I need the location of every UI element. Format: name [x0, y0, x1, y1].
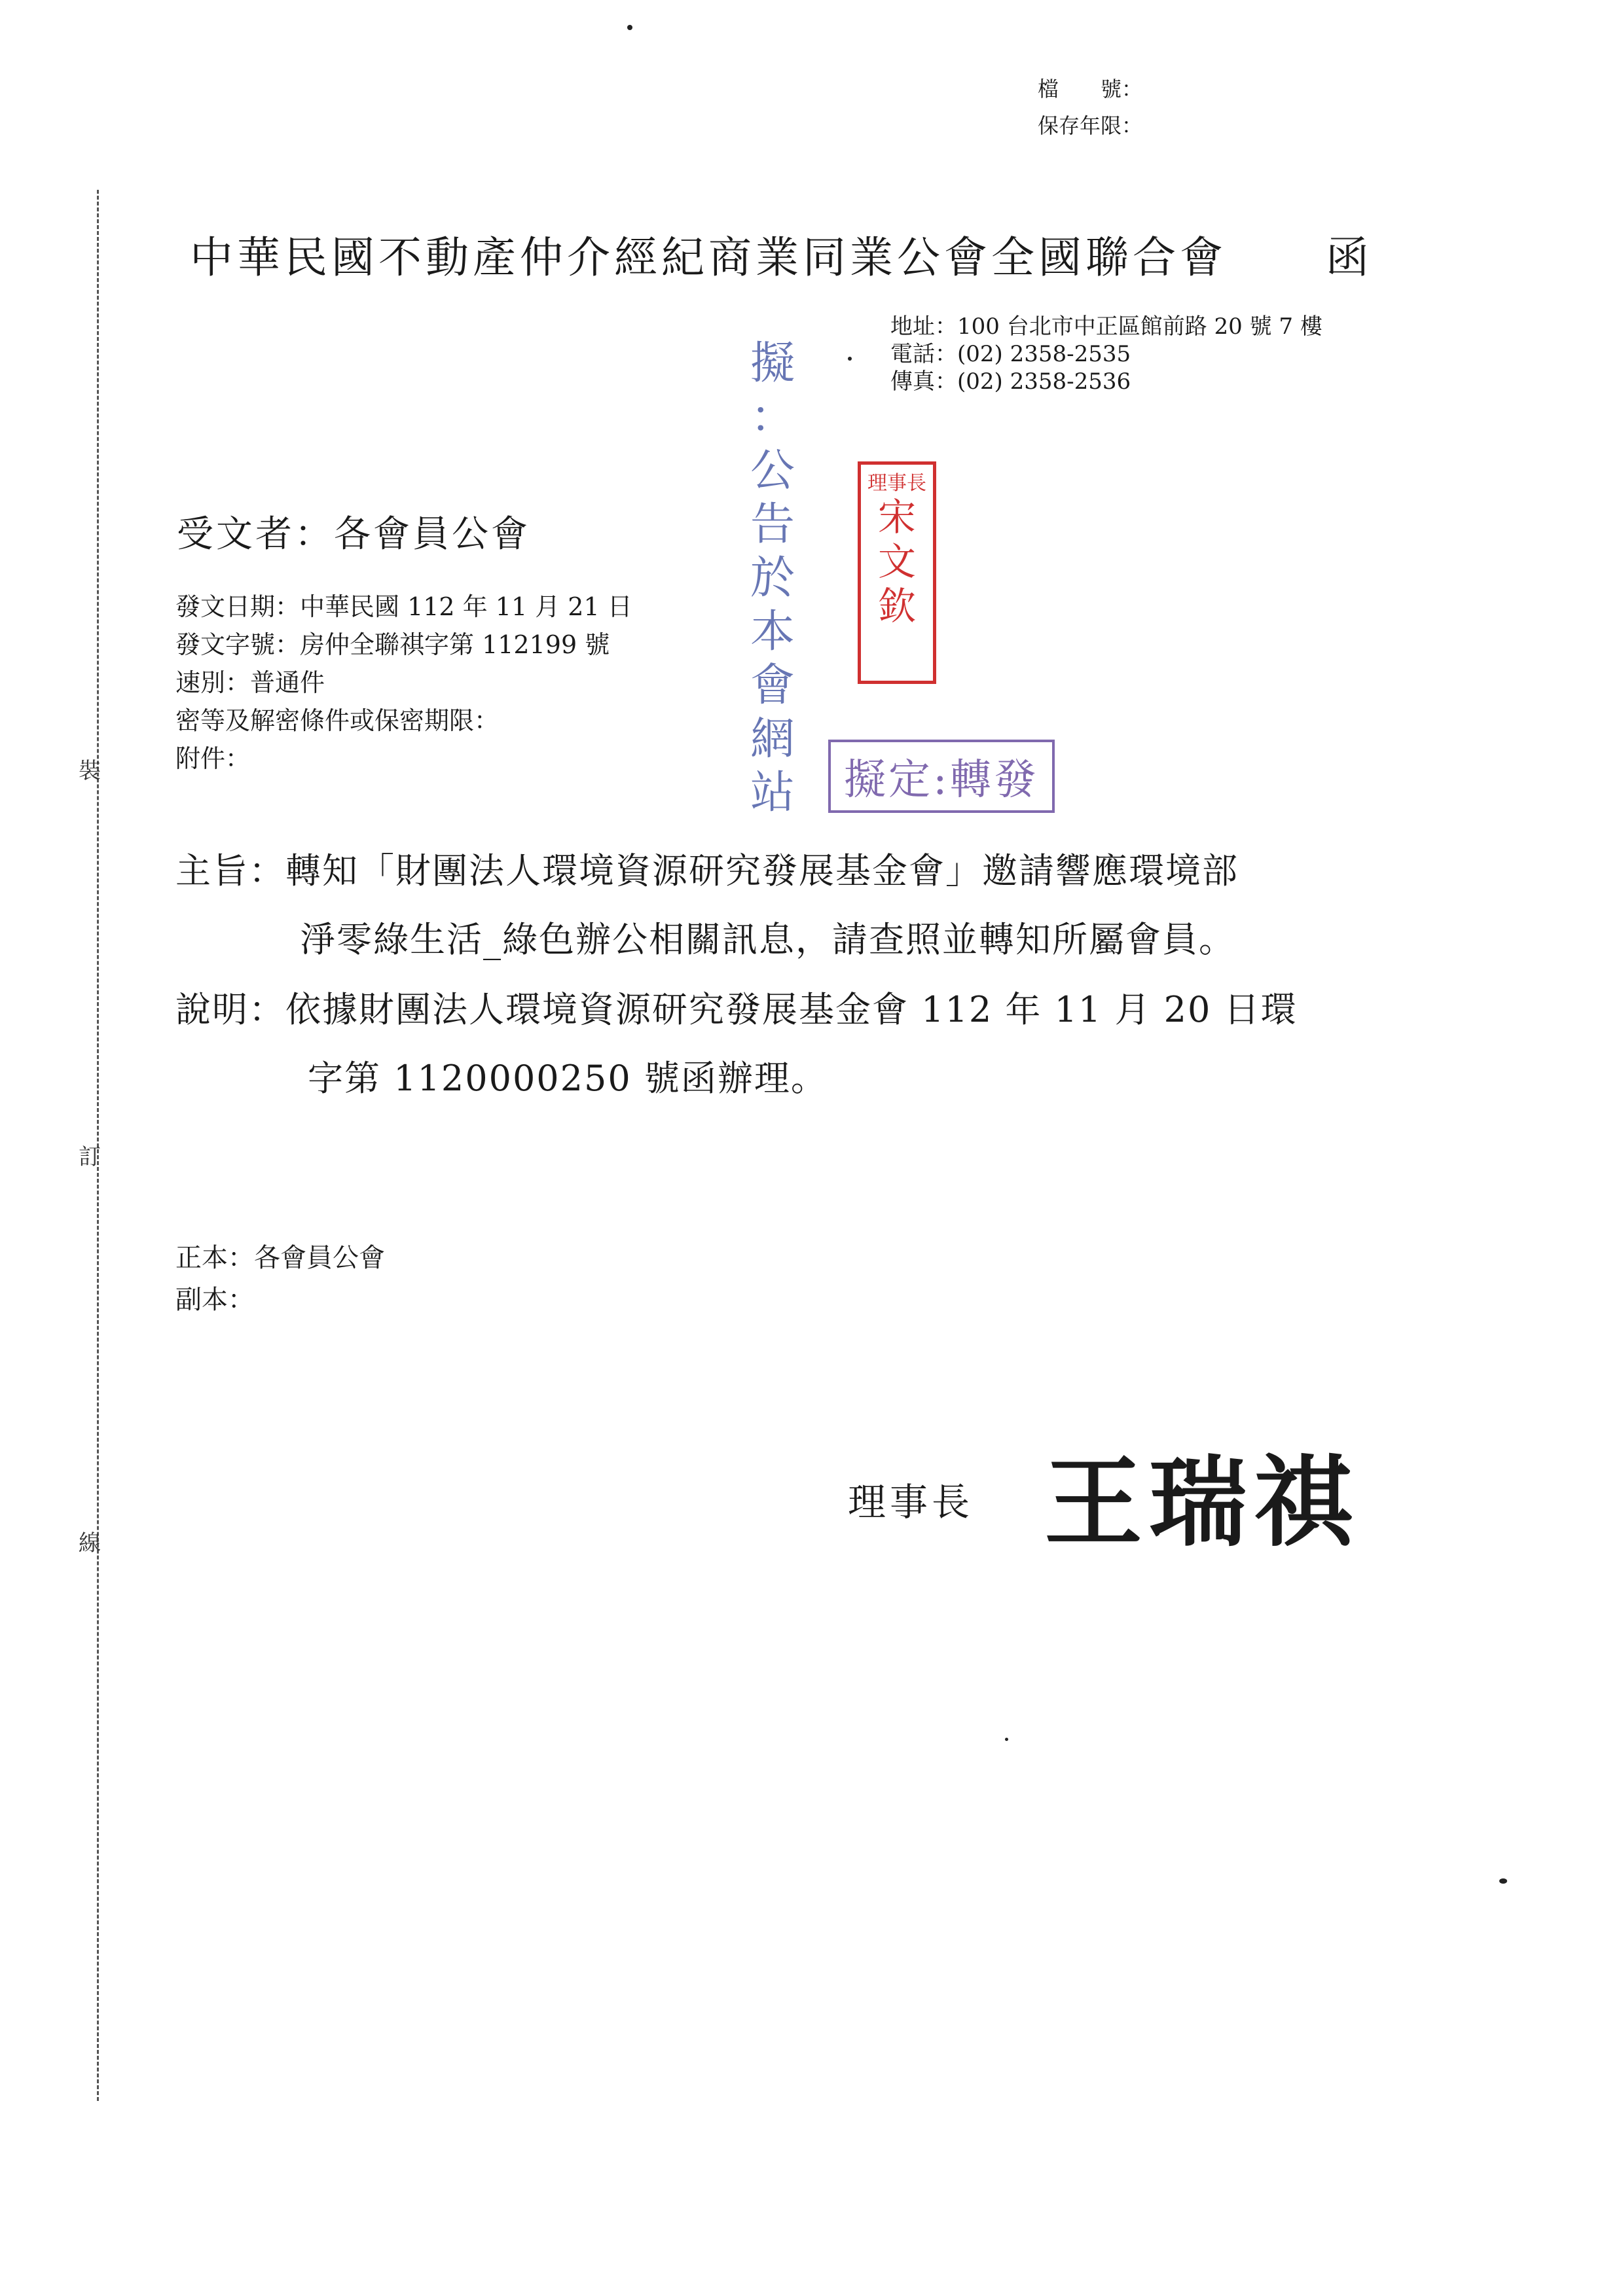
- stamp-char: 站: [750, 767, 795, 819]
- scan-speck: [1499, 1878, 1507, 1884]
- scan-speck: [848, 357, 852, 361]
- fax: 傳真：(02) 2358-2536: [890, 368, 1131, 395]
- seal-name-2: 欽: [877, 584, 916, 628]
- copy-distribution: [175, 1237, 385, 1321]
- stamp-char: 本: [750, 606, 795, 658]
- stamp-char: 擬: [750, 338, 795, 389]
- document-number: 發文字號：房仲全聯祺字第 112199 號: [175, 630, 610, 659]
- binding-char-1: 裝: [79, 758, 101, 784]
- address: 地址：100 台北市中正區館前路 20 號 7 樓: [890, 314, 1322, 340]
- signature-name: 王瑞祺: [1044, 1445, 1359, 1560]
- seal-title: 理事長: [867, 472, 926, 495]
- chairman-seal: [858, 461, 936, 684]
- contact-block: [890, 313, 1322, 395]
- stamp-char: 會: [750, 660, 795, 711]
- retention-period-label: 保存年限：: [1038, 113, 1143, 138]
- organization-title: 中華民國不動產仲介經紀商業同業公會全國聯合會: [190, 232, 1227, 283]
- original-recipient: 正本：各會員公會: [175, 1243, 385, 1273]
- stamp-char: ：: [750, 391, 795, 443]
- file-info: [1038, 71, 1142, 144]
- signature-title: 理事長: [848, 1480, 974, 1524]
- subject-line-1: 主旨：轉知「財團法人環境資源研究發展基金會」邀請響應環境部: [175, 850, 1239, 891]
- binding-char-3: 線: [79, 1530, 101, 1556]
- explanation-line-1: 說明：依據財團法人環境資源研究發展基金會 112 年 11 月 20 日環: [175, 989, 1298, 1030]
- binding-char-2: 訂: [79, 1144, 101, 1170]
- stamp-char: 公: [750, 445, 795, 497]
- scan-speck: [627, 25, 632, 30]
- attachment: 附件：: [175, 744, 251, 773]
- stamp-char: 告: [750, 499, 795, 550]
- explanation-line-2: 字第 1120000250 號函辦理。: [308, 1058, 828, 1099]
- scan-speck: [1005, 1738, 1008, 1741]
- seal-name-1: 宋文: [877, 495, 916, 584]
- document-type: 函: [1326, 232, 1369, 283]
- copy-recipient: 副本：: [175, 1285, 254, 1315]
- issue-date: 發文日期：中華民國 112 年 11 月 21 日: [175, 592, 632, 621]
- draft-forward-stamp: 擬定:轉發: [828, 740, 1055, 813]
- stamp-char: 於: [750, 552, 795, 604]
- vertical-approval-stamp: [746, 337, 799, 820]
- delivery-speed: 速別：普通件: [175, 668, 325, 697]
- recipient: 受文者：各會員公會: [177, 513, 530, 556]
- phone: 電話：(02) 2358-2535: [890, 341, 1131, 367]
- stamp-char: 網: [750, 713, 795, 765]
- subject-line-2: 淨零綠生活_綠色辦公相關訊息，請查照並轉知所屬會員。: [300, 919, 1235, 960]
- document-meta: [175, 588, 632, 778]
- secrecy-level: 密等及解密條件或保密期限：: [175, 706, 500, 735]
- file-number-label: 檔 號：: [1038, 77, 1143, 101]
